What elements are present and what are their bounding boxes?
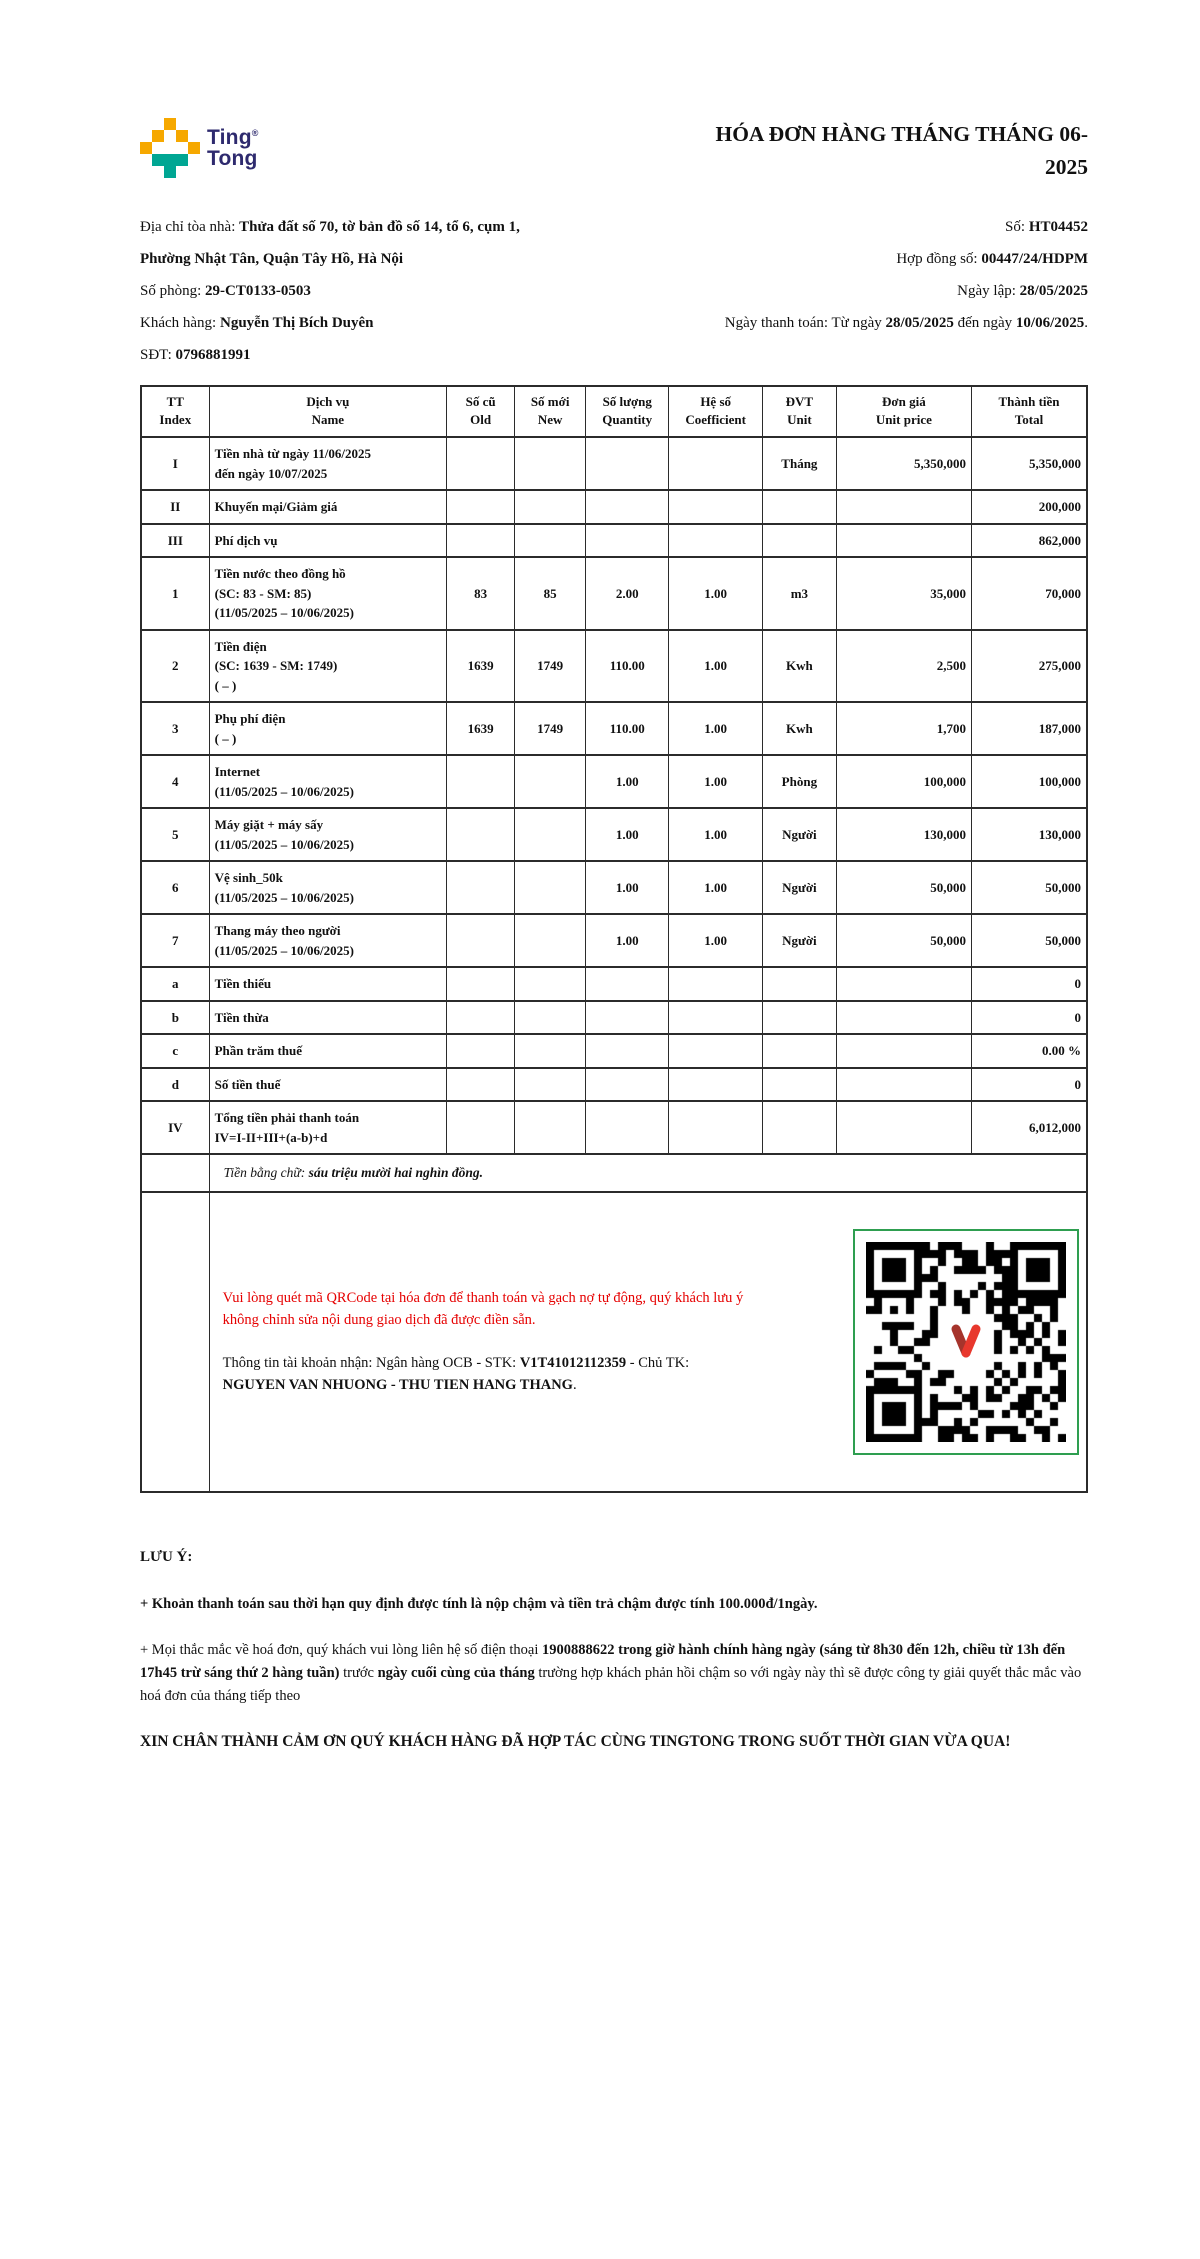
cell-quantity bbox=[586, 1101, 669, 1154]
cell-new bbox=[515, 1101, 586, 1154]
text-segment: HT04452 bbox=[1028, 218, 1088, 235]
text-segment: Số phòng: bbox=[140, 282, 206, 299]
table-row bbox=[141, 1068, 1087, 1102]
amount-in-words-cell bbox=[209, 1154, 1087, 1192]
logo-pixel bbox=[188, 154, 200, 166]
text-segment: + Mọi thắc mắc về hoá đơn, quý khách vui lòng liên hệ số điện thoại bbox=[140, 1641, 543, 1658]
qr-notice-text: Vui lòng quét mã QRCode tại hóa đơn để thanh toán và gạch nợ tự động, quý khách lưu ý không chỉnh sửa nội dung giao dịch đã được điền sẵn. bbox=[222, 1289, 744, 1328]
text-segment: + Khoản thanh toán sau thời hạn quy định được tính là nộp chậm và tiền trả chậm được tính 100.000đ/1ngày. bbox=[140, 1596, 818, 1613]
table-row bbox=[141, 967, 1087, 1001]
cell-quantity bbox=[586, 437, 669, 490]
cell-new bbox=[515, 437, 586, 490]
cell-name: Khuyến mại/Giảm giá bbox=[209, 490, 446, 524]
column-header: ĐVT Unit bbox=[762, 386, 836, 438]
cell-index: b bbox=[141, 1001, 209, 1035]
column-header: Thành tiền Total bbox=[972, 386, 1087, 438]
cell-total: 200,000 bbox=[972, 490, 1087, 524]
cell-unit: Kwh bbox=[762, 630, 836, 703]
cell-total: 6,012,000 bbox=[972, 1101, 1087, 1154]
cell-coefficient: 1.00 bbox=[669, 914, 763, 967]
cell-total: 130,000 bbox=[972, 808, 1087, 861]
qr-row bbox=[141, 1192, 1087, 1492]
cell-unit bbox=[762, 1068, 836, 1102]
cell-unit: Người bbox=[762, 914, 836, 967]
logo-pixel bbox=[176, 142, 188, 154]
text-segment: 00447/24/HDPM bbox=[981, 250, 1088, 267]
cell-unit: Kwh bbox=[762, 702, 836, 755]
text-segment: Thông tin tài khoản nhận: Ngân hàng OCB - STK: bbox=[222, 1355, 520, 1372]
meta-line bbox=[140, 307, 642, 339]
cell-unit-price bbox=[836, 524, 971, 558]
logo-pixel bbox=[152, 166, 164, 178]
meta-left-column bbox=[140, 211, 642, 371]
cell-old bbox=[447, 1068, 515, 1102]
table-row bbox=[141, 1001, 1087, 1035]
meta-line bbox=[140, 339, 642, 371]
cell-index: 5 bbox=[141, 808, 209, 861]
cell-name: Số tiền thuế bbox=[209, 1068, 446, 1102]
meta-line bbox=[140, 211, 642, 243]
cell-name: Tiền thiếu bbox=[209, 967, 446, 1001]
amount-in-words-label: Tiền bằng chữ: bbox=[223, 1165, 309, 1181]
cell-index: II bbox=[141, 490, 209, 524]
cell-quantity: 1.00 bbox=[586, 861, 669, 914]
cell-unit-price: 100,000 bbox=[836, 755, 971, 808]
meta-line bbox=[642, 243, 1088, 275]
cell-total: 50,000 bbox=[972, 914, 1087, 967]
meta-line bbox=[140, 275, 642, 307]
meta-line bbox=[642, 211, 1088, 243]
invoice-meta bbox=[140, 211, 1088, 371]
cell-quantity: 1.00 bbox=[586, 808, 669, 861]
amount-in-words-row bbox=[141, 1154, 1087, 1192]
text-segment: 28/05/2025 bbox=[1019, 282, 1088, 299]
logo-pixel bbox=[176, 118, 188, 130]
cell-new bbox=[515, 490, 586, 524]
table-row bbox=[141, 914, 1087, 967]
cell-total: 0 bbox=[972, 967, 1087, 1001]
amount-in-words-value: sáu triệu mười hai nghìn đồng. bbox=[308, 1165, 483, 1181]
cell-new bbox=[515, 1068, 586, 1102]
cell-coefficient bbox=[669, 524, 763, 558]
page-title bbox=[715, 118, 1088, 185]
column-header: Số mới New bbox=[515, 386, 586, 438]
tingtong-logo bbox=[140, 118, 259, 178]
cell-index: 6 bbox=[141, 861, 209, 914]
cell-index: d bbox=[141, 1068, 209, 1102]
logo-pixel bbox=[188, 142, 200, 154]
cell-name: Tiền điện (SC: 1639 - SM: 1749) ( – ) bbox=[209, 630, 446, 703]
cell-name: Tiền nhà từ ngày 11/06/2025 đến ngày 10/07/2025 bbox=[209, 437, 446, 490]
cell-unit: Phòng bbox=[762, 755, 836, 808]
cell-name: Thang máy theo người (11/05/2025 – 10/06/2025) bbox=[209, 914, 446, 967]
cell-coefficient bbox=[669, 1001, 763, 1035]
cell-unit-price bbox=[836, 1001, 971, 1035]
cell-unit: Người bbox=[762, 861, 836, 914]
cell-index: 7 bbox=[141, 914, 209, 967]
cell-unit-price bbox=[836, 967, 971, 1001]
cell-quantity: 110.00 bbox=[586, 702, 669, 755]
cell-old bbox=[447, 1101, 515, 1154]
text-segment: Địa chỉ tòa nhà: bbox=[140, 218, 240, 235]
cell-name: Phần trăm thuế bbox=[209, 1034, 446, 1068]
cell-new bbox=[515, 524, 586, 558]
registered-mark: ® bbox=[251, 128, 259, 138]
cell-old bbox=[447, 914, 515, 967]
invoice-table bbox=[140, 385, 1088, 1494]
text-segment: Số: bbox=[1005, 218, 1029, 235]
logo-pixel bbox=[176, 166, 188, 178]
cell-new: 1749 bbox=[515, 630, 586, 703]
cell-quantity: 1.00 bbox=[586, 914, 669, 967]
table-row bbox=[141, 490, 1087, 524]
note-hotline bbox=[140, 1639, 1088, 1709]
table-header-row bbox=[141, 386, 1087, 438]
cell-coefficient: 1.00 bbox=[669, 755, 763, 808]
cell-index: I bbox=[141, 437, 209, 490]
cell-old bbox=[447, 1001, 515, 1035]
footer-notes bbox=[140, 1545, 1088, 1754]
qr-row-spacer bbox=[141, 1192, 209, 1492]
cell-unit bbox=[762, 1101, 836, 1154]
cell-total: 275,000 bbox=[972, 630, 1087, 703]
cell-unit-price: 2,500 bbox=[836, 630, 971, 703]
cell-total: 50,000 bbox=[972, 861, 1087, 914]
logo-pixel bbox=[188, 166, 200, 178]
cell-quantity bbox=[586, 1034, 669, 1068]
cell-coefficient bbox=[669, 1034, 763, 1068]
invoice-header bbox=[140, 118, 1088, 185]
cell-unit bbox=[762, 1001, 836, 1035]
text-segment: SĐT: bbox=[140, 346, 176, 363]
brand-line-2: Tong bbox=[207, 147, 258, 170]
table-row bbox=[141, 755, 1087, 808]
thank-you-text: XIN CHÂN THÀNH CẢM ƠN QUÝ KHÁCH HÀNG ĐÃ HỢP TÁC CÙNG TINGTONG TRONG SUỐT THỜI GIAN VỪA QUA! bbox=[140, 1733, 1011, 1751]
text-segment: ngày cuối cùng của tháng bbox=[377, 1664, 535, 1681]
cell-old: 1639 bbox=[447, 702, 515, 755]
text-segment: Khách hàng: bbox=[140, 314, 220, 331]
text-segment: Hợp đồng số: bbox=[896, 250, 982, 267]
table-row bbox=[141, 1034, 1087, 1068]
logo-pixel bbox=[140, 130, 152, 142]
cell-new bbox=[515, 1034, 586, 1068]
meta-line bbox=[642, 307, 1088, 339]
text-segment: Ngày lập: bbox=[957, 282, 1020, 299]
text-segment: 28/05/2025 bbox=[885, 314, 954, 331]
logo-pixel bbox=[164, 118, 176, 130]
logo-pixel bbox=[140, 118, 152, 130]
logo-pixel bbox=[164, 166, 176, 178]
cell-new bbox=[515, 1001, 586, 1035]
text-segment: Phường Nhật Tân, Quận Tây Hồ, Hà Nội bbox=[140, 250, 404, 267]
cell-old: 83 bbox=[447, 557, 515, 630]
table-row bbox=[141, 861, 1087, 914]
logo-pixel bbox=[152, 118, 164, 130]
table-row bbox=[141, 437, 1087, 490]
text-segment: 10/06/2025 bbox=[1015, 314, 1085, 331]
table-row bbox=[141, 702, 1087, 755]
cell-coefficient: 1.00 bbox=[669, 808, 763, 861]
page-title-line-1: HÓA ĐƠN HÀNG THÁNG THÁNG 06- bbox=[715, 122, 1088, 146]
cell-name: Máy giặt + máy sấy (11/05/2025 – 10/06/2025) bbox=[209, 808, 446, 861]
cell-quantity bbox=[586, 490, 669, 524]
text-segment: Nguyễn Thị Bích Duyên bbox=[219, 314, 374, 331]
cell-index: 1 bbox=[141, 557, 209, 630]
table-row bbox=[141, 808, 1087, 861]
cell-old bbox=[447, 1034, 515, 1068]
cell-index: 3 bbox=[141, 702, 209, 755]
cell-old bbox=[447, 524, 515, 558]
logo-pixel bbox=[140, 154, 152, 166]
table-row bbox=[141, 630, 1087, 703]
logo-pixel bbox=[140, 142, 152, 154]
cell-quantity bbox=[586, 1068, 669, 1102]
amount-in-words-spacer bbox=[141, 1154, 209, 1192]
cell-coefficient: 1.00 bbox=[669, 861, 763, 914]
column-header: Đơn giá Unit price bbox=[836, 386, 971, 438]
cell-coefficient bbox=[669, 1068, 763, 1102]
cell-coefficient: 1.00 bbox=[669, 630, 763, 703]
page-title-line-2: 2025 bbox=[1045, 155, 1088, 180]
cell-old bbox=[447, 808, 515, 861]
table-row bbox=[141, 1101, 1087, 1154]
cell-new bbox=[515, 914, 586, 967]
cell-new: 1749 bbox=[515, 702, 586, 755]
logo-pixel bbox=[164, 142, 176, 154]
cell-unit-price: 35,000 bbox=[836, 557, 971, 630]
text-segment: . bbox=[572, 1377, 577, 1394]
text-segment: đến ngày bbox=[953, 314, 1016, 331]
meta-right-column bbox=[642, 211, 1088, 371]
cell-unit: m3 bbox=[762, 557, 836, 630]
logo-pixel bbox=[188, 118, 200, 130]
cell-new bbox=[515, 755, 586, 808]
cell-quantity bbox=[586, 524, 669, 558]
cell-name: Vệ sinh_50k (11/05/2025 – 10/06/2025) bbox=[209, 861, 446, 914]
text-segment: . bbox=[1084, 314, 1088, 331]
cell-unit: Người bbox=[762, 808, 836, 861]
cell-name: Tiền nước theo đồng hồ (SC: 83 - SM: 85) (11/05/2025 – 10/06/2025) bbox=[209, 557, 446, 630]
cell-unit-price: 5,350,000 bbox=[836, 437, 971, 490]
cell-unit bbox=[762, 490, 836, 524]
cell-unit-price: 50,000 bbox=[836, 914, 971, 967]
cell-unit-price: 130,000 bbox=[836, 808, 971, 861]
tingtong-logo-icon bbox=[140, 118, 200, 178]
text-segment: 0796881991 bbox=[175, 346, 251, 363]
bank-account-text bbox=[223, 1353, 751, 1397]
cell-coefficient: 1.00 bbox=[669, 557, 763, 630]
cell-index: 2 bbox=[141, 630, 209, 703]
qr-code bbox=[853, 1229, 1079, 1455]
cell-name: Tiền thừa bbox=[209, 1001, 446, 1035]
column-header: Số lượng Quantity bbox=[586, 386, 669, 438]
text-segment: trường hợp khách phản hồi chậm so với ngày này thì sẽ được công ty giải quyết thắc mắc vào hoá đơn của tháng tiếp theo bbox=[140, 1664, 1082, 1704]
meta-line bbox=[642, 275, 1088, 307]
logo-pixel bbox=[152, 142, 164, 154]
column-header: Số cũ Old bbox=[447, 386, 515, 438]
cell-unit-price: 50,000 bbox=[836, 861, 971, 914]
logo-pixel bbox=[164, 130, 176, 142]
logo-pixel bbox=[152, 154, 164, 166]
text-segment: 1900888622 trong giờ hành chính hàng ngày (sáng từ 8h30 đến 12h, chiều từ 13h đến 17h45 trừ sáng thứ 2 hàng tuần) bbox=[140, 1641, 1066, 1681]
logo-pixel bbox=[164, 154, 176, 166]
qr-instructions bbox=[215, 1288, 769, 1397]
text-segment: NGUYEN VAN NHUONG - THU TIEN HANG THANG bbox=[222, 1377, 573, 1394]
cell-unit bbox=[762, 524, 836, 558]
cell-total: 5,350,000 bbox=[972, 437, 1087, 490]
tingtong-logo-text bbox=[207, 127, 259, 169]
cell-unit bbox=[762, 1034, 836, 1068]
text-segment: - Chủ TK: bbox=[626, 1355, 690, 1372]
cell-new bbox=[515, 808, 586, 861]
meta-line bbox=[140, 243, 642, 275]
cell-new bbox=[515, 967, 586, 1001]
text-segment: V1T41012112359 bbox=[519, 1355, 627, 1372]
cell-total: 0 bbox=[972, 1068, 1087, 1102]
cell-old: 1639 bbox=[447, 630, 515, 703]
cell-old bbox=[447, 437, 515, 490]
text-segment: 29-CT0133-0503 bbox=[205, 282, 311, 299]
cell-total: 0 bbox=[972, 1001, 1087, 1035]
cell-unit-price bbox=[836, 1101, 971, 1154]
cell-unit-price bbox=[836, 1068, 971, 1102]
cell-unit-price bbox=[836, 1034, 971, 1068]
cell-total: 70,000 bbox=[972, 557, 1087, 630]
cell-quantity bbox=[586, 967, 669, 1001]
text-segment: Thửa đất số 70, tờ bản đồ số 14, tổ 6, cụm 1, bbox=[239, 218, 520, 235]
cell-quantity bbox=[586, 1001, 669, 1035]
cell-total: 0.00 % bbox=[972, 1034, 1087, 1068]
cell-coefficient bbox=[669, 437, 763, 490]
cell-total: 187,000 bbox=[972, 702, 1087, 755]
cell-old bbox=[447, 861, 515, 914]
cell-old bbox=[447, 490, 515, 524]
table-row bbox=[141, 524, 1087, 558]
logo-pixel bbox=[152, 130, 164, 142]
cell-unit: Tháng bbox=[762, 437, 836, 490]
cell-quantity: 110.00 bbox=[586, 630, 669, 703]
notes-heading: LƯU Ý: bbox=[140, 1549, 193, 1566]
table-body bbox=[141, 437, 1087, 1154]
cell-old bbox=[447, 755, 515, 808]
column-header: Dịch vụ Name bbox=[209, 386, 446, 438]
column-header: Hệ số Coefficient bbox=[669, 386, 763, 438]
cell-index: c bbox=[141, 1034, 209, 1068]
vietqr-v-icon bbox=[940, 1316, 992, 1368]
cell-name: Tổng tiền phải thanh toán IV=I-II+III+(a-b)+d bbox=[209, 1101, 446, 1154]
cell-index: IV bbox=[141, 1101, 209, 1154]
text-segment: Ngày thanh toán: Từ ngày bbox=[724, 314, 886, 331]
cell-index: a bbox=[141, 967, 209, 1001]
table-row bbox=[141, 557, 1087, 630]
cell-old bbox=[447, 967, 515, 1001]
text-segment: trước bbox=[339, 1664, 378, 1681]
cell-name: Phụ phí điện ( – ) bbox=[209, 702, 446, 755]
cell-coefficient bbox=[669, 967, 763, 1001]
column-header: TT Index bbox=[141, 386, 209, 438]
cell-coefficient bbox=[669, 490, 763, 524]
brand-line-1: Ting bbox=[207, 126, 252, 149]
cell-total: 862,000 bbox=[972, 524, 1087, 558]
cell-coefficient: 1.00 bbox=[669, 702, 763, 755]
cell-index: III bbox=[141, 524, 209, 558]
logo-pixel bbox=[176, 154, 188, 166]
logo-pixel bbox=[176, 130, 188, 142]
table-header bbox=[141, 386, 1087, 438]
cell-total: 100,000 bbox=[972, 755, 1087, 808]
qr-section-cell bbox=[209, 1192, 1087, 1492]
cell-quantity: 2.00 bbox=[586, 557, 669, 630]
note-late-payment bbox=[140, 1593, 1088, 1616]
cell-coefficient bbox=[669, 1101, 763, 1154]
cell-new: 85 bbox=[515, 557, 586, 630]
cell-new bbox=[515, 861, 586, 914]
cell-name: Phí dịch vụ bbox=[209, 524, 446, 558]
cell-quantity: 1.00 bbox=[586, 755, 669, 808]
cell-index: 4 bbox=[141, 755, 209, 808]
cell-unit bbox=[762, 967, 836, 1001]
cell-name: Internet (11/05/2025 – 10/06/2025) bbox=[209, 755, 446, 808]
cell-unit-price: 1,700 bbox=[836, 702, 971, 755]
logo-pixel bbox=[140, 166, 152, 178]
logo-pixel bbox=[188, 130, 200, 142]
cell-unit-price bbox=[836, 490, 971, 524]
